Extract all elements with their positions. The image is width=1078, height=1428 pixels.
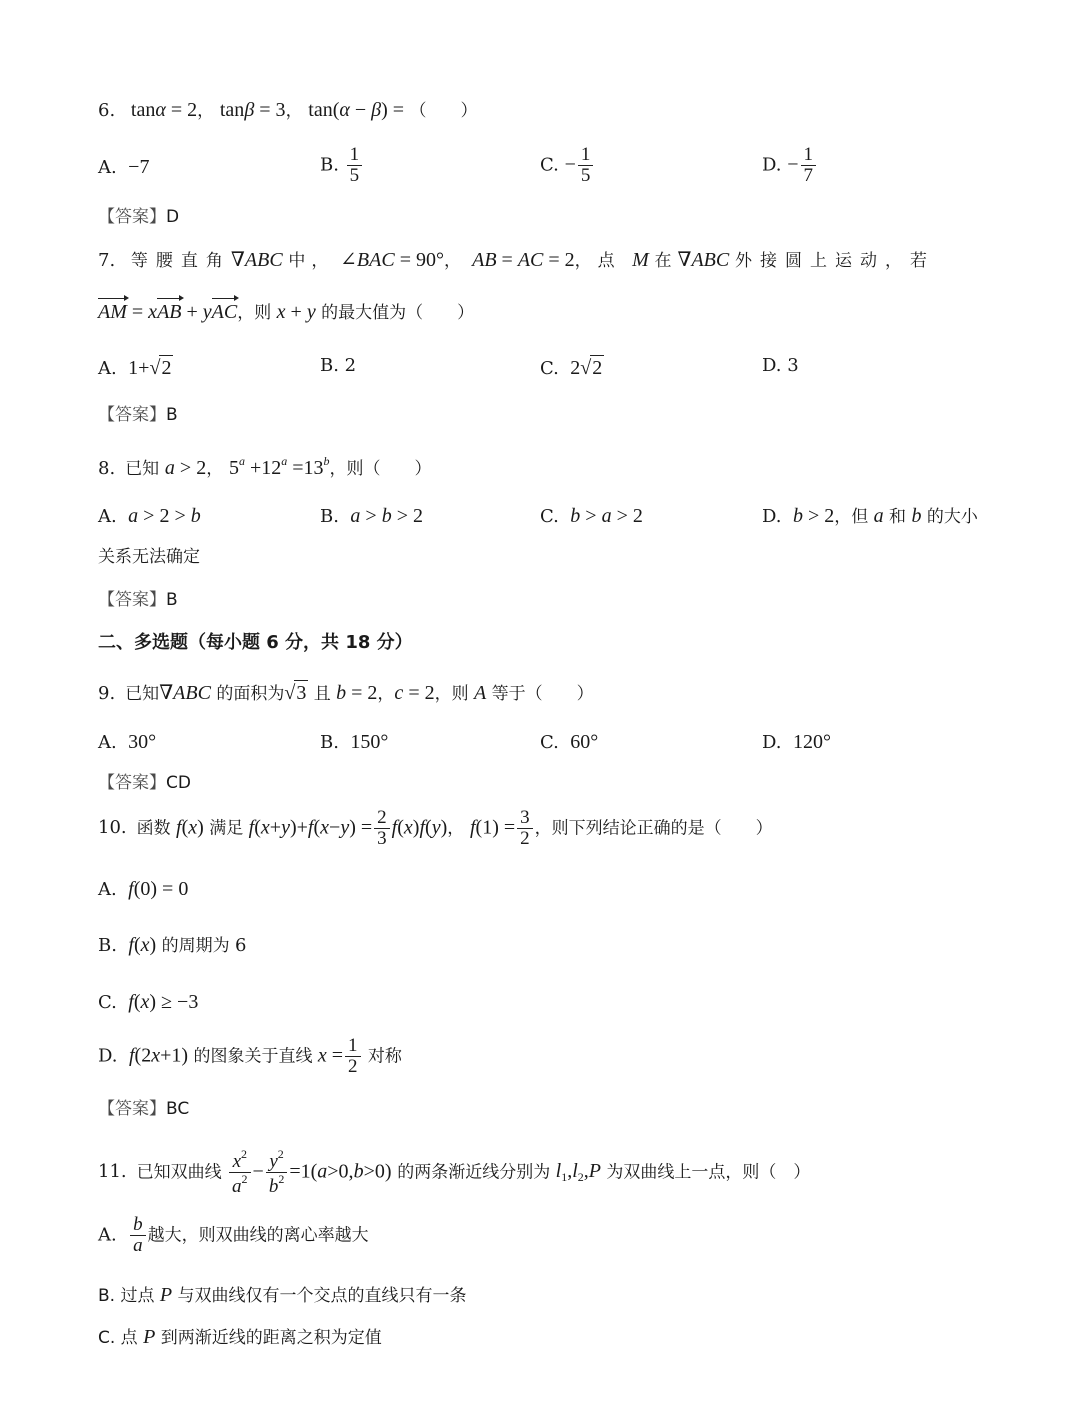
question-11: 11. 已知双曲线 $\frac{x^2}{a^2}$ − $\frac{y^2}{b^2}$ =1(a>0,b>0) 的两条渐近线分别为 $l_1,l_2,P$ 为双曲线上一点，则（ ） bbox=[98, 1147, 811, 1197]
section-heading: 二、多选题（每小题 6 分，共 18 分） bbox=[98, 632, 413, 653]
option-b: B. $\frac{1}{5}$ bbox=[320, 145, 364, 186]
option-b: B. a > b > 2 bbox=[320, 505, 423, 527]
question-9: 9. 已知∇ABC 的面积为√3 且 b = 2，c = 2，则 A 等于（ ） bbox=[98, 682, 594, 704]
question-11-option-b: B. 过点 P 与双曲线仅有一个交点的直线只有一条 bbox=[98, 1284, 467, 1306]
answer-7: 【答案】B bbox=[98, 405, 178, 425]
answer-8: 【答案】B bbox=[98, 590, 178, 610]
option-b: B. 150° bbox=[320, 731, 389, 753]
question-10-option-d: D. f(2x+1) 的图象关于直线 x = $\frac{1}{2}$ 对称 bbox=[98, 1035, 402, 1077]
option-d: D. 3 bbox=[762, 355, 799, 376]
option-d: D. b > 2，但 a 和 b 的大小 bbox=[762, 505, 978, 527]
question-7-options bbox=[98, 355, 998, 385]
option-a: A. a > 2 > b bbox=[98, 505, 201, 527]
question-6-options bbox=[98, 144, 998, 186]
question-6: 6. tanα = 2， tanβ = 3， tan(α − β) = （ ） bbox=[98, 99, 478, 121]
option-c: C. 60° bbox=[540, 731, 599, 753]
question-10-option-c: C. f(x) ≥ −3 bbox=[98, 991, 199, 1013]
question-10-option-b: B. f(x) 的周期为 6 bbox=[98, 934, 247, 956]
question-8-options bbox=[98, 504, 998, 534]
option-c: C. − $\frac{1}{5}$ bbox=[540, 145, 595, 186]
question-number: 6. bbox=[98, 100, 116, 121]
option-b: B. 2 bbox=[320, 355, 357, 376]
question-7-line-2: AM = xAB + yAC，则 x + y 的最大值为（ ） bbox=[98, 298, 982, 324]
option-d-continuation: 关系无法确定 bbox=[98, 547, 200, 567]
answer-9: 【答案】CD bbox=[98, 773, 191, 793]
question-8: 8. 已知 a > 2， $5^a +12^a =13^b$，则（ ） bbox=[98, 454, 432, 479]
option-a: A. 1+√2 bbox=[98, 357, 172, 379]
question-10-option-a: A. f(0) = 0 bbox=[98, 878, 189, 900]
question-7: 7. 等腰直角∇ABC 中， ∠BAC = 90°， AB = AC = 2，点 M 在∇ABC 外接圆上运动，若 bbox=[98, 249, 935, 271]
option-a: A. 30° bbox=[98, 731, 157, 753]
question-11-option-c: C. 点 P 到两渐近线的距离之积为定值 bbox=[98, 1326, 382, 1348]
option-c: C. 2√2 bbox=[540, 357, 603, 379]
answer-10: 【答案】BC bbox=[98, 1099, 190, 1119]
option-d: D. − $\frac{1}{7}$ bbox=[762, 145, 818, 186]
option-c: C. b > a > 2 bbox=[540, 505, 643, 527]
option-d: D. 120° bbox=[762, 731, 831, 753]
question-9-options bbox=[98, 730, 998, 760]
answer-6: 【答案】D bbox=[98, 207, 180, 227]
option-a: A. −7 bbox=[98, 156, 150, 178]
question-11-option-a: A. $\frac{b}{a}$ 越大，则双曲线的离心率越大 bbox=[98, 1214, 369, 1256]
question-10: 10. 函数 f(x) 满足 f(x+y)+f(x−y) = $\frac{2}{3}$ f(x)f(y)， f(1) = $\frac{3}{2}$ ，则下列结论正确的是（ ） bbox=[98, 807, 773, 849]
